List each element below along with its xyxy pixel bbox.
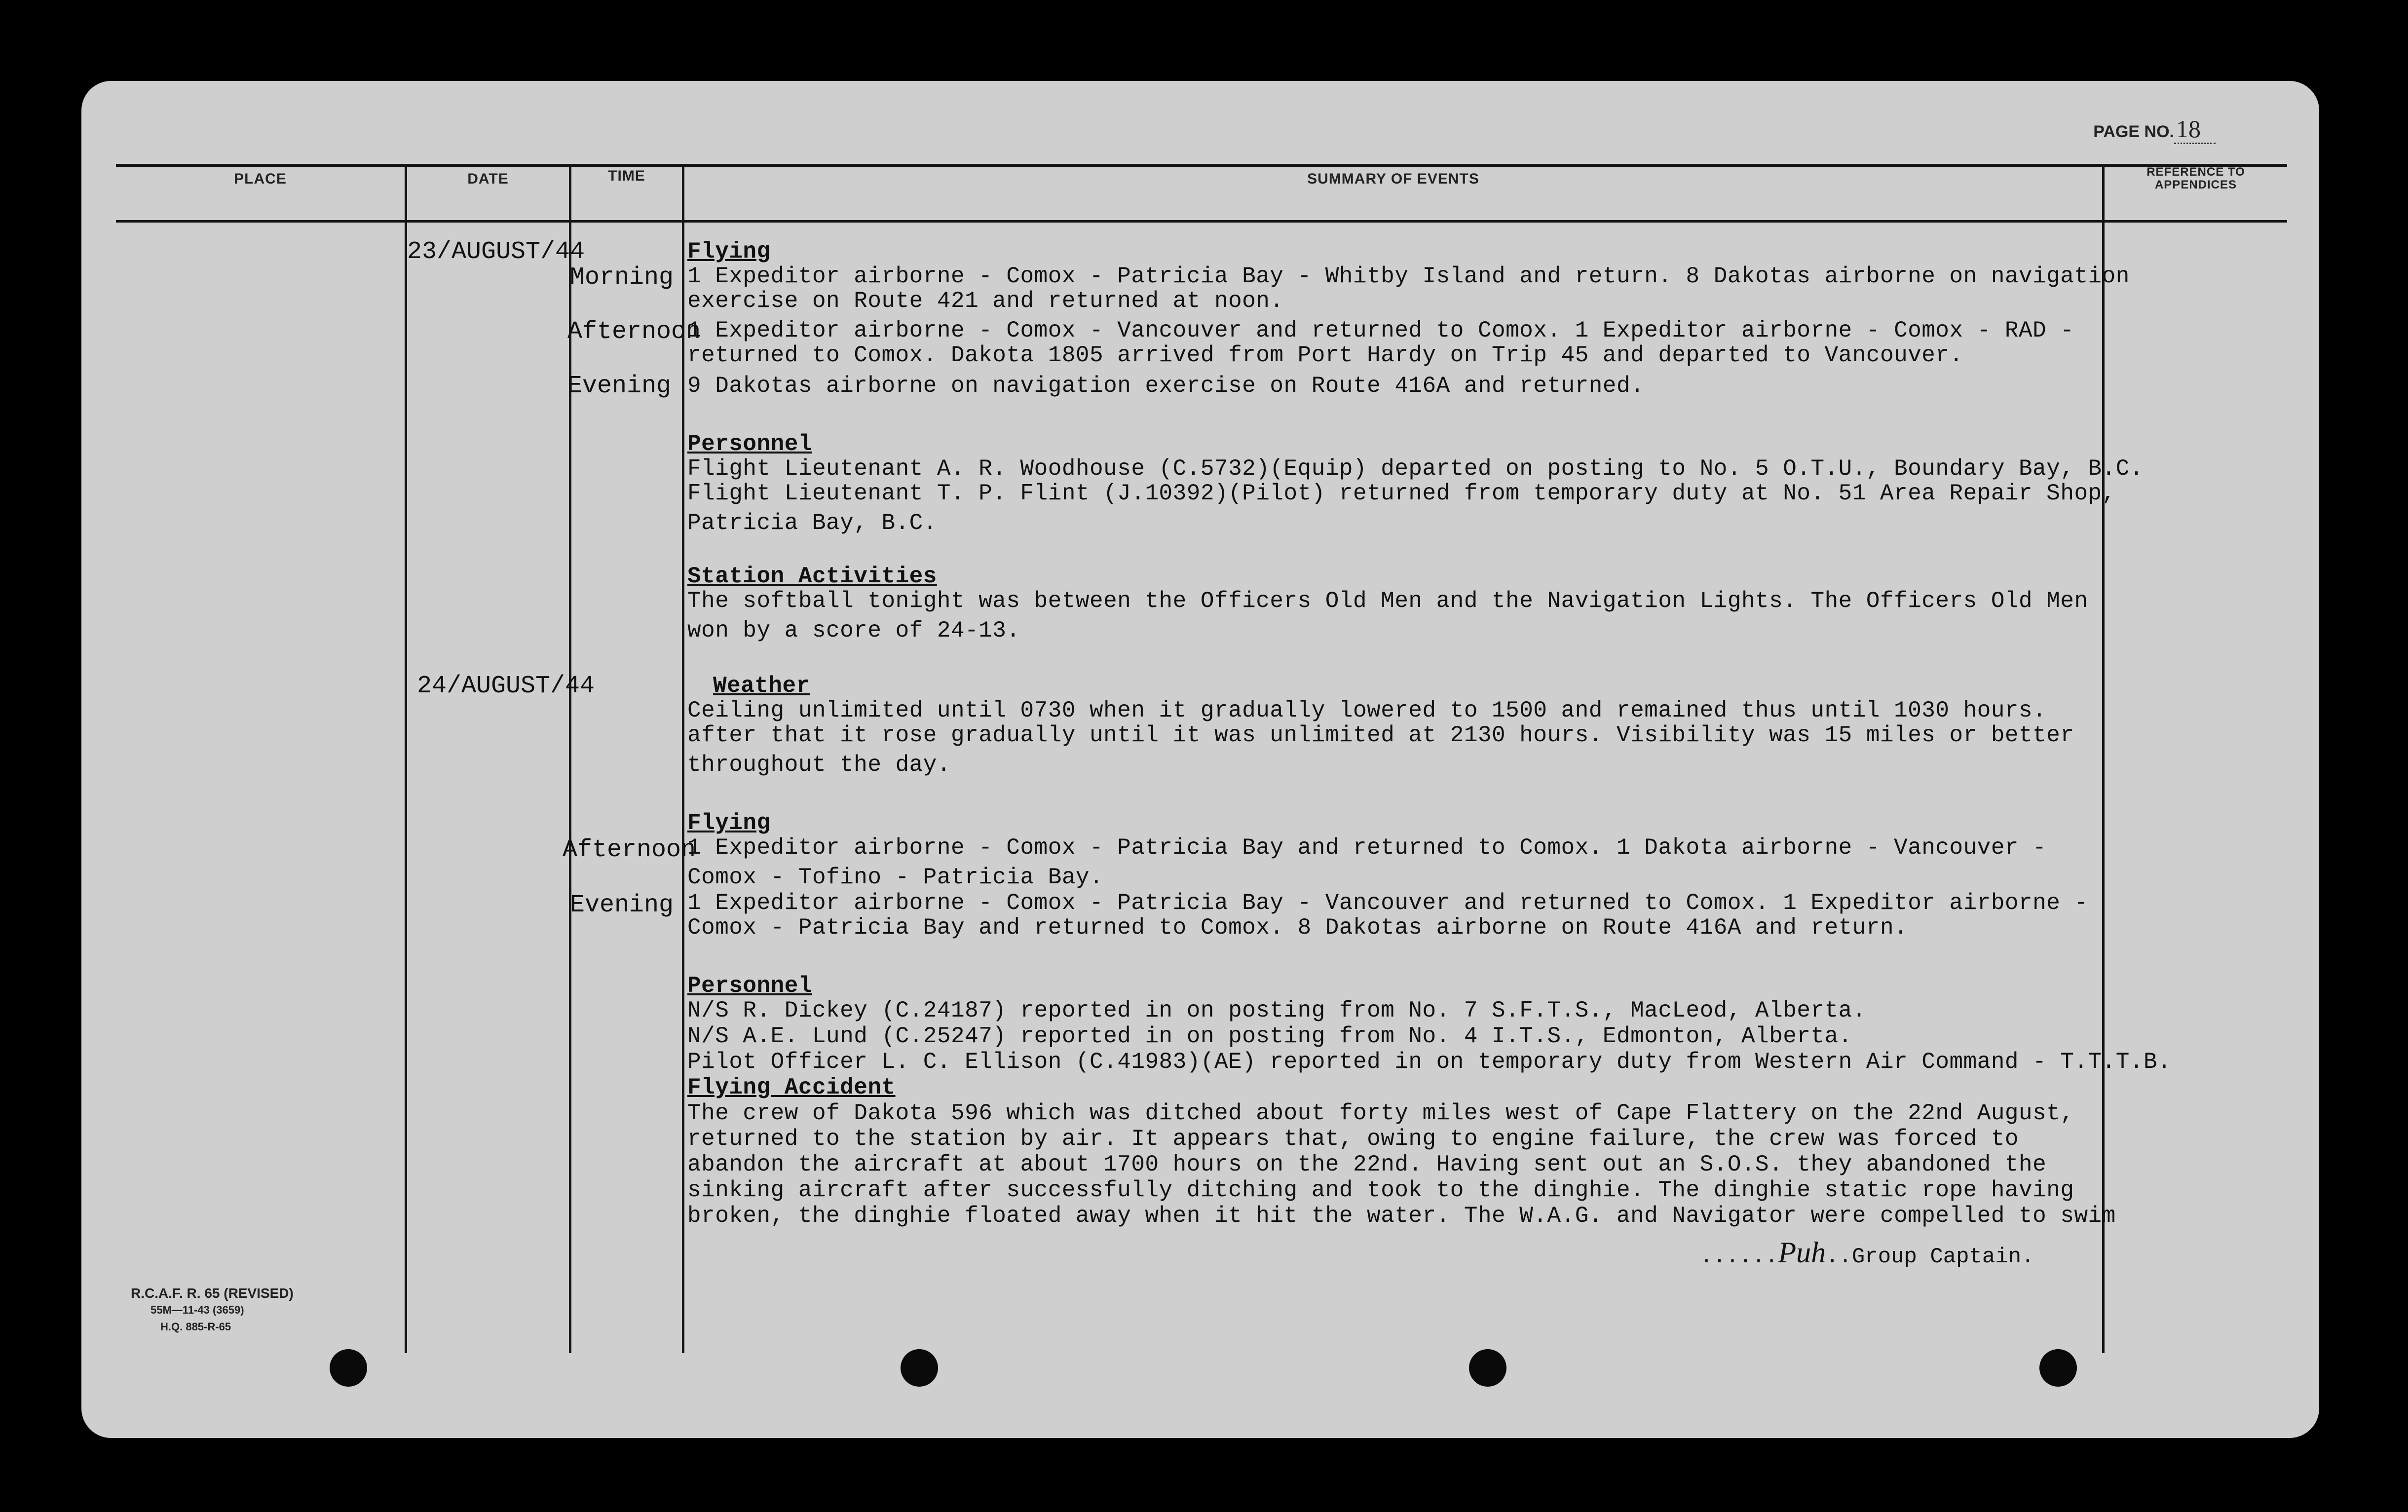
summary-line: Flight Lieutenant A. R. Woodhouse (C.5732)(Equip) departed on posting to No. 5 O.T.U., Boundary Bay, B.C. xyxy=(687,456,2144,482)
summary-line: Comox - Patricia Bay and returned to Comox. 8 Dakotas airborne on Route 416A and return. xyxy=(687,915,1908,941)
column-header-date: DATE xyxy=(467,171,509,187)
time-of-day: Evening xyxy=(567,372,672,400)
section-heading: Station Activities xyxy=(687,564,937,589)
section-heading: Weather xyxy=(713,673,810,699)
section-heading: Personnel xyxy=(687,973,812,999)
time-of-day: Morning xyxy=(570,264,674,292)
summary-line: abandon the aircraft at about 1700 hours on the 22nd. Having sent out an S.O.S. they abandoned the xyxy=(687,1152,2047,1177)
page-number-value: 18 xyxy=(2174,115,2216,144)
binder-hole xyxy=(1469,1349,1506,1387)
section-heading: Flying xyxy=(687,810,771,836)
place-date-divider xyxy=(405,164,407,1353)
entry-date: 23/AUGUST/44 xyxy=(407,238,585,266)
diary-page xyxy=(81,81,2319,1438)
section-heading: Personnel xyxy=(687,431,812,457)
summary-line: The softball tonight was between the Officers Old Men and the Navigation Lights. The Officers Old Men xyxy=(687,588,2088,614)
column-header-place: PLACE xyxy=(234,171,287,187)
form-number-line: 55M—11-43 (3659) xyxy=(150,1304,244,1316)
summary-line: exercise on Route 421 and returned at noon. xyxy=(687,288,1284,314)
form-number-line: H.Q. 885-R-65 xyxy=(160,1321,231,1333)
section-heading: Flying xyxy=(687,239,771,265)
summary-line: sinking aircraft after successfully ditching and took to the dinghie. The dinghie static rope having xyxy=(687,1177,2074,1203)
signature-title: ..Group Captain. xyxy=(1826,1245,2034,1269)
binder-hole xyxy=(330,1349,367,1387)
section-heading: Flying Accident xyxy=(687,1075,896,1100)
summary-line: N/S R. Dickey (C.24187) reported in on posting from No. 7 S.F.T.S., MacLeod, Alberta. xyxy=(687,998,1866,1023)
summary-line: after that it rose gradually until it was unlimited at 2130 hours. Visibility was 15 miles or better xyxy=(687,722,2074,748)
top-rule xyxy=(116,164,2287,167)
time-of-day: Afternoon xyxy=(563,836,696,864)
column-header-time: TIME xyxy=(608,168,645,184)
column-header-summary: SUMMARY OF EVENTS xyxy=(1307,171,1479,187)
summary-line: 1 Expeditor airborne - Comox - Patricia Bay - Whitby Island and return. 8 Dakotas airborne on navigation xyxy=(687,264,2130,289)
summary-line: N/S A.E. Lund (C.25247) reported in on posting from No. 4 I.T.S., Edmonton, Alberta. xyxy=(687,1023,1852,1049)
summary-line: Patricia Bay, B.C. xyxy=(687,510,937,536)
summary-line: won by a score of 24-13. xyxy=(687,618,1020,643)
binder-hole xyxy=(901,1349,938,1387)
summary-line: returned to the station by air. It appears that, owing to engine failure, the crew was forced to xyxy=(687,1126,2019,1152)
summary-line: throughout the day. xyxy=(687,752,951,778)
form-number-line: R.C.A.F. R. 65 (REVISED) xyxy=(131,1285,294,1301)
header-rule xyxy=(116,220,2287,223)
summary-line: Ceiling unlimited until 0730 when it gradually lowered to 1500 and remained thus until 1030 hours. xyxy=(687,698,2047,723)
summary-line: Comox - Tofino - Patricia Bay. xyxy=(687,865,1104,890)
summary-line: returned to Comox. Dakota 1805 arrived from Port Hardy on Trip 45 and departed to Vancouver. xyxy=(687,342,1963,368)
entry-date: 24/AUGUST/44 xyxy=(417,672,595,700)
summary-line: The crew of Dakota 596 which was ditched about forty miles west of Cape Flattery on the 22nd August, xyxy=(687,1100,2074,1126)
summary-line: broken, the dinghie floated away when it hit the water. The W.A.G. and Navigator were compelled to swim xyxy=(687,1203,2116,1229)
time-of-day: Evening xyxy=(570,891,674,919)
time-of-day: Afternoon xyxy=(567,318,701,346)
signature-mark: Puh xyxy=(1778,1236,1826,1269)
binder-hole xyxy=(2039,1349,2077,1387)
column-header-reference: REFERENCE TO APPENDICES xyxy=(2146,165,2245,191)
summary-line: 1 Expeditor airborne - Comox - Patricia Bay and returned to Comox. 1 Dakota airborne - Vancouver - xyxy=(687,835,2047,861)
form-number xyxy=(131,1285,294,1335)
summary-reference-divider xyxy=(2102,164,2105,1353)
summary-line: Flight Lieutenant T. P. Flint (J.10392)(Pilot) returned from temporary duty at No. 51 Area Repair Shop, xyxy=(687,481,2116,506)
page-number xyxy=(2093,114,2216,143)
signature-dots: ...... xyxy=(1700,1245,1778,1269)
summary-line: Pilot Officer L. C. Ellison (C.41983)(AE) reported in on temporary duty from Western Air Command - T.T.T.B. xyxy=(687,1049,2172,1075)
page-number-label: PAGE NO. xyxy=(2093,122,2174,141)
summary-line: 1 Expeditor airborne - Comox - Patricia Bay - Vancouver and returned to Comox. 1 Expeditor airborne - xyxy=(687,890,2088,916)
signature-block xyxy=(1700,1236,2034,1270)
summary-line: 9 Dakotas airborne on navigation exercise on Route 416A and returned. xyxy=(687,373,1645,399)
summary-line: 1 Expeditor airborne - Comox - Vancouver and returned to Comox. 1 Expeditor airborne - Comox - RAD - xyxy=(687,318,2074,343)
